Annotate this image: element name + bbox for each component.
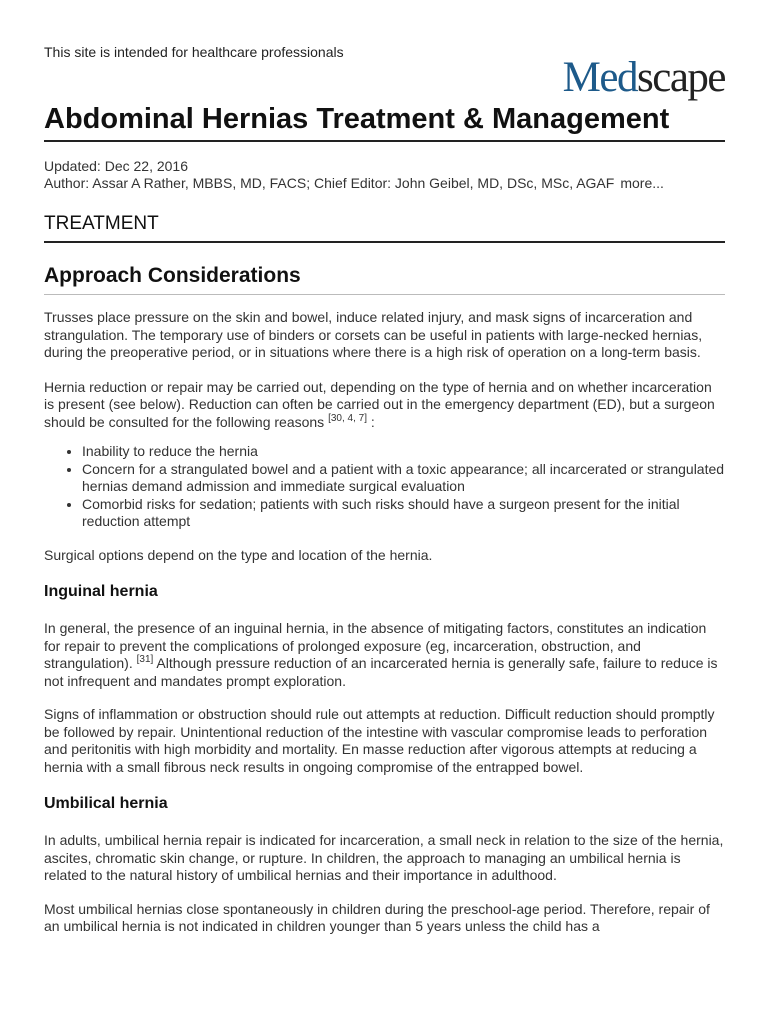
inguinal-heading: Inguinal hernia	[44, 583, 158, 600]
more-authors-link[interactable]: more...	[620, 175, 664, 191]
author-text: Author: Assar A Rather, MBBS, MD, FACS; Chief Editor: John Geibel, MD, DSc, MSc, AGAF	[44, 175, 615, 191]
list-item: • Comorbid risks for sedation; patients with such risks should have a surgeon present for the initial reduction attempt	[82, 496, 725, 531]
reasons-list	[44, 443, 725, 531]
list-item: • Concern for a strangulated bowel and a patient with a toxic appearance; all incarcerated or strangulated hernias demand admission and immediate surgical evaluation	[82, 461, 725, 496]
reference-link[interactable]: [30, 4, 7]	[328, 412, 367, 424]
paragraph-reduction	[44, 379, 725, 432]
updated-date: Updated: Dec 22, 2016	[44, 158, 188, 174]
article-title: Abdominal Hernias Treatment & Management	[44, 100, 725, 142]
paragraph-umbilical-adults: In adults, umbilical hernia repair is indicated for incarceration, a small neck in relation to the size of the hernia, ascites, chromatic skin change, or rupture. In children, the approach to managing an umbilical hernia is related to the natural history of umbilical hernias and their importance in adulthood.	[44, 832, 724, 883]
paragraph-inguinal-text-b: Although pressure reduction of an incarcerated hernia is generally safe, failure to reduce is not infrequent and mandates prompt exploration.	[44, 655, 718, 689]
logo-rest-part: scape	[637, 54, 725, 101]
article-body	[44, 262, 725, 936]
paragraph-trusses: Trusses place pressure on the skin and bowel, induce related injury, and mask signs of incarceration and strangulation. The temporary use of binders or corsets can be useful in patients with large-necked hernias, during the preoperative period, or in situations where there is a high risk of operation on a long-term basis.	[44, 309, 703, 360]
section-label: TREATMENT	[44, 212, 725, 243]
paragraph-inguinal	[44, 620, 725, 690]
paragraph-reduction-end: :	[367, 413, 375, 430]
reference-link[interactable]: [31]	[136, 654, 154, 665]
paragraph-umbilical-children: Most umbilical hernias close spontaneously in children during the preschool-age period. Therefore, repair of an umbilical hernia is not indicated in children younger than 5 years unless the child has a	[44, 900, 710, 934]
logo-brand-part: Med	[562, 54, 637, 101]
article-meta	[44, 158, 664, 192]
list-item: • Inability to reduce the hernia	[82, 443, 725, 461]
approach-heading: Approach Considerations	[44, 262, 725, 295]
author-line	[44, 175, 664, 192]
professional-notice: This site is intended for healthcare professionals	[44, 44, 344, 60]
paragraph-inflammation: Signs of inflammation or obstruction should rule out attempts at reduction. Difficult reduction should promptly be followed by repair. Unintentional reduction of the intestine with vascular compromise leads to perforation and peritonitis with high morbidity and mortality. En masse reduction after vigorous attempts at reducing a hernia with a small fibrous neck results in ongoing compromise of the entrapped bowel.	[44, 706, 715, 775]
medscape-logo[interactable]	[563, 56, 725, 99]
paragraph-inguinal-text-a: In general, the presence of an inguinal hernia, in the absence of mitigating factors, constitutes an indication for repair to prevent the complications of prolonged exposure (eg, incarceration, obstruction, and strangulation).	[44, 620, 707, 671]
paragraph-reduction-text: Hernia reduction or repair may be carried out, depending on the type of hernia and on whether incarceration is present (see below). Reduction can often be carried out in the emergency department (ED), but a surgeon should be consulted for the following reasons	[44, 378, 715, 430]
umbilical-heading: Umbilical hernia	[44, 795, 168, 812]
paragraph-surgical-options: Surgical options depend on the type and location of the hernia.	[44, 546, 433, 563]
